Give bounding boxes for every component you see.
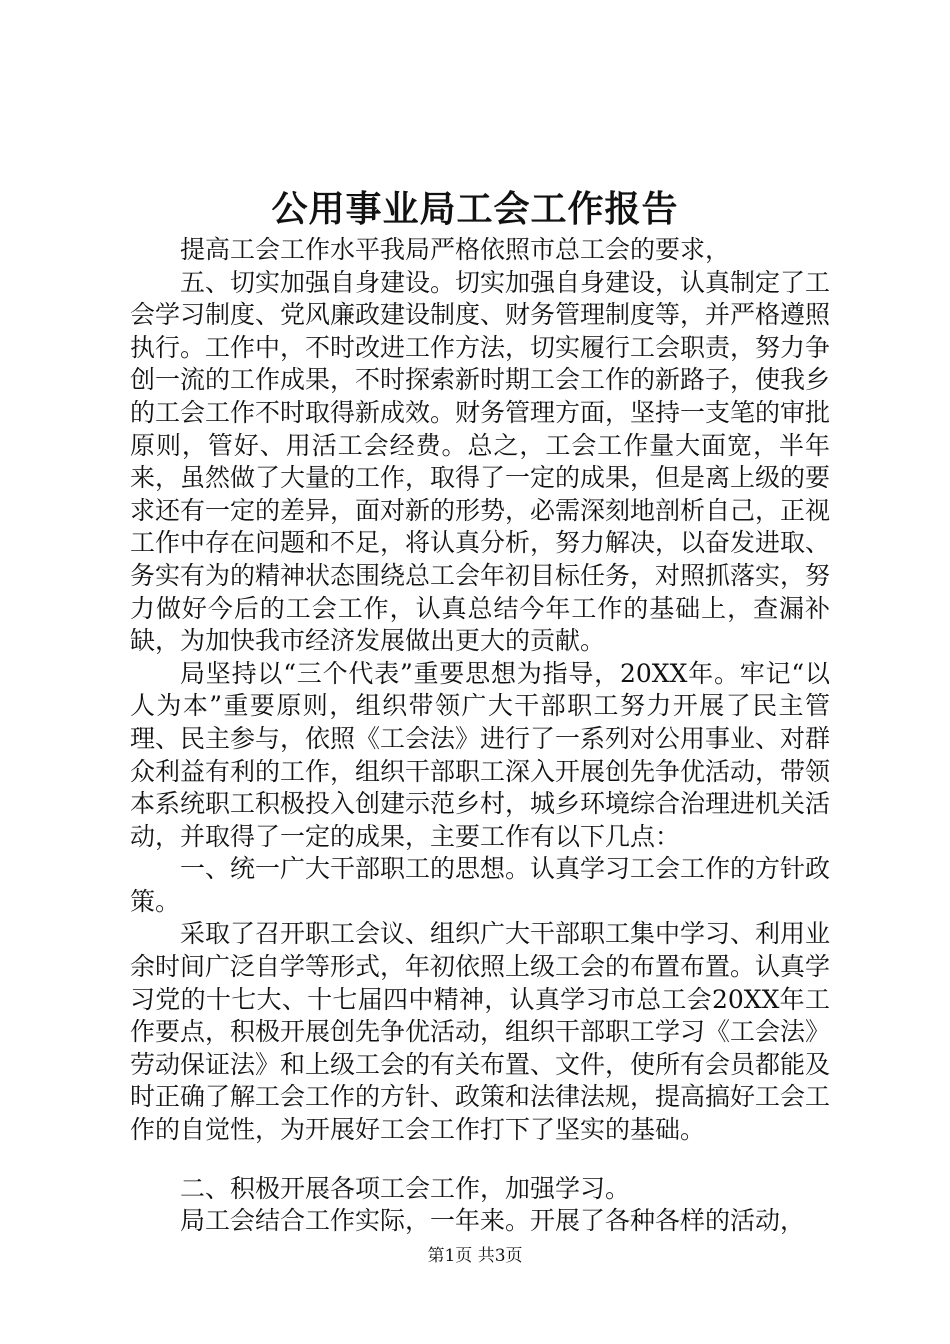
paragraph-section-two-heading: 二、积极开展各项工会工作，加强学习。 [180, 1173, 631, 1203]
document-body [130, 234, 830, 1238]
paragraph-spacer [130, 1147, 830, 1173]
paragraph-section-one-heading: 一、统一广大干部职工的思想。认真学习工会工作的方针政策。 [130, 854, 831, 916]
page-number-footer: 第1页 共3页 [427, 1246, 523, 1266]
paragraph-intro: 提高工会工作水平我局严格依照市总工会的要求， [180, 235, 731, 264]
paragraph-section-five: 五、切实加强自身建设。切实加强自身建设，认真制定了工会学习制度、党风廉政建设制度、财务管理制度等，并严格遵照执行。工作中，不时改进工作方法，切实履行工会职责，努力争创一流的工作成果，不时探索新时期工会工作的新路子，使我乡的工会工作不时取得新成效。财务管理方面，坚持一支笔的审批原则，管好、用活工会经费。总之，工会工作量大面宽，半年来，虽然做了大量的工作，取得了一定的成果，但是离上级的要求还有一定的差异，面对新的形势，必需深刻地剖析自己，正视工作中存在问题和不足，将认真分析，努力解决，以奋发进取、务实有为的精神状态围绕总工会年初目标任务，对照抓落实，努力做好今后的工会工作，认真总结今年工作的基础上，查漏补缺，为加快我市经济发展做出更大的贡献。 [130, 267, 831, 656]
document-title: 公用事业局工会工作报告 [271, 188, 679, 230]
paragraph-section-one-body: 采取了召开职工会议、组织广大干部职工集中学习、利用业余时间广泛自学等形式，年初依照上级工会的布置布置。认真学习党的十七大、十七届四中精神，认真学习市总工会20XX年工作要点，积极开展创先争优活动，组织干部职工学习《工会法》劳动保证法》和上级工会的有关布置、文件，使所有会员都能及时正确了解工会工作的方针、政策和法律法规，提高搞好工会工作的自觉性，为开展好工会工作打下了坚实的基础。 [130, 919, 831, 1145]
paragraph-section-two-body: 局工会结合工作实际，一年来。开展了各种各样的活动， [180, 1206, 806, 1236]
paragraph-overview: 局坚持以“三个代表”重要思想为指导，20XX年。牢记“以人为本”重要原则，组织带领广大干部职工努力开展了民主管理、民主参与，依照《工会法》进行了一系列对公用事业、对群众利益有利的工作，组织干部职工深入开展创先争优活动，带领本系统职工积极投入创建示范乡村，城乡环境综合治理进机关活动，并取得了一定的成果，主要工作有以下几点： [130, 658, 831, 851]
